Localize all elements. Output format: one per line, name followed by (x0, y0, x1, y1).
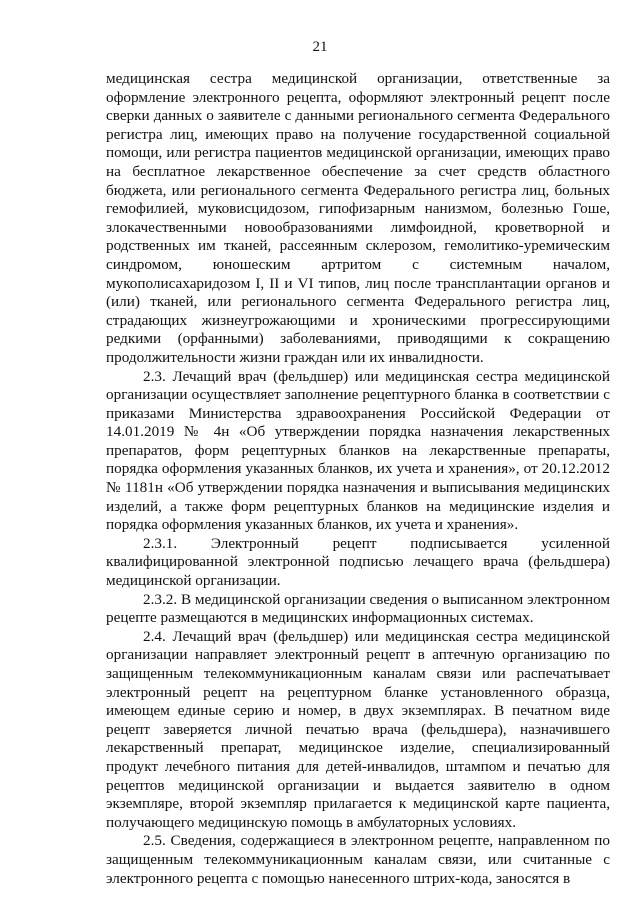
paragraph-2-4: 2.4. Лечащий врач (фельдшер) или медицинская сестра медицинской организации направляет электронный рецепт в аптечную организацию по защищенным телекоммуникационным каналам связи или распечатывает электронный рецепт на рецептурном бланке установленного образца, имеющем единые серию и номер, в двух экземплярах. В печатном виде рецепт заверяется личной печатью врача (фельдшера), назначившего лекарственный препарат, медицинское изделие, специализированный продукт лечебного питания для детей-инвалидов, штампом и печатью для рецептов медицинской организации и выдается заявителю в одном экземпляре, второй экземпляр прилагается к медицинской карте пациента, получающего медицинскую помощь в амбулаторных условиях. (106, 627, 610, 831)
document-body (106, 70, 610, 888)
paragraph-2-3: 2.3. Лечащий врач (фельдшер) или медицинская сестра медицинской организации осуществляет заполнение рецептурного бланка в соответствии с приказами Министерства здравоохранения Российской Федерации от 14.01.2019 № 4н «Об утверждении порядка назначения лекарственных препаратов, форм рецептурных бланков на лекарственные препараты, порядка оформления указанных бланков, их учета и хранения», от 20.12.2012 № 1181н «Об утверждении порядка назначения и выписывания медицинских изделий, а также форм рецептурных бланков на медицинские изделия и порядка оформления указанных бланков, их учета и хранения». (106, 367, 610, 534)
paragraph-2-3-2: 2.3.2. В медицинской организации сведения о выписанном электронном рецепте размещаются в медицинских информационных системах. (106, 590, 610, 627)
paragraph-2-3-1: 2.3.1. Электронный рецепт подписывается усиленной квалифицированной электронной подписью лечащего врача (фельдшера) медицинской организации. (106, 534, 610, 590)
paragraph-continuation: медицинская сестра медицинской организации, ответственные за оформление электронного рецепта, оформляют электронный рецепт после сверки данных о заявителе с данными регионального сегмента Федерального регистра лиц, имеющих право на получение государственной социальной помощи, или регистра пациентов медицинской организации, имеющих право на бесплатное лекарственное обеспечение за счет средств областного бюджета, или регионального сегмента Федерального регистра лиц, больных гемофилией, муковисцидозом, гипофизарным нанизмом, болезнью Гоше, злокачественными новообразованиями лимфоидной, кроветворной и родственных им тканей, рассеянным склерозом, гемолитико-уремическим синдромом, юношеским артритом с системным началом, мукополисахаридозом I, II и VI типов, лиц после трансплантации органов и (или) тканей, или регионального сегмента Федерального регистра лиц, страдающих жизнеугрожающими и хроническими прогрессирующими редкими (орфанными) заболеваниями, приводящими к сокращению продолжительности жизни граждан или их инвалидности. (106, 70, 610, 366)
page-number: 21 (312, 39, 328, 55)
paragraph-2-5: 2.5. Сведения, содержащиеся в электронном рецепте, направленном по защищенным телекоммуникационным каналам связи, или считанные с электронного рецепта с помощью нанесенного штрих-кода, заносятся в (106, 832, 610, 887)
